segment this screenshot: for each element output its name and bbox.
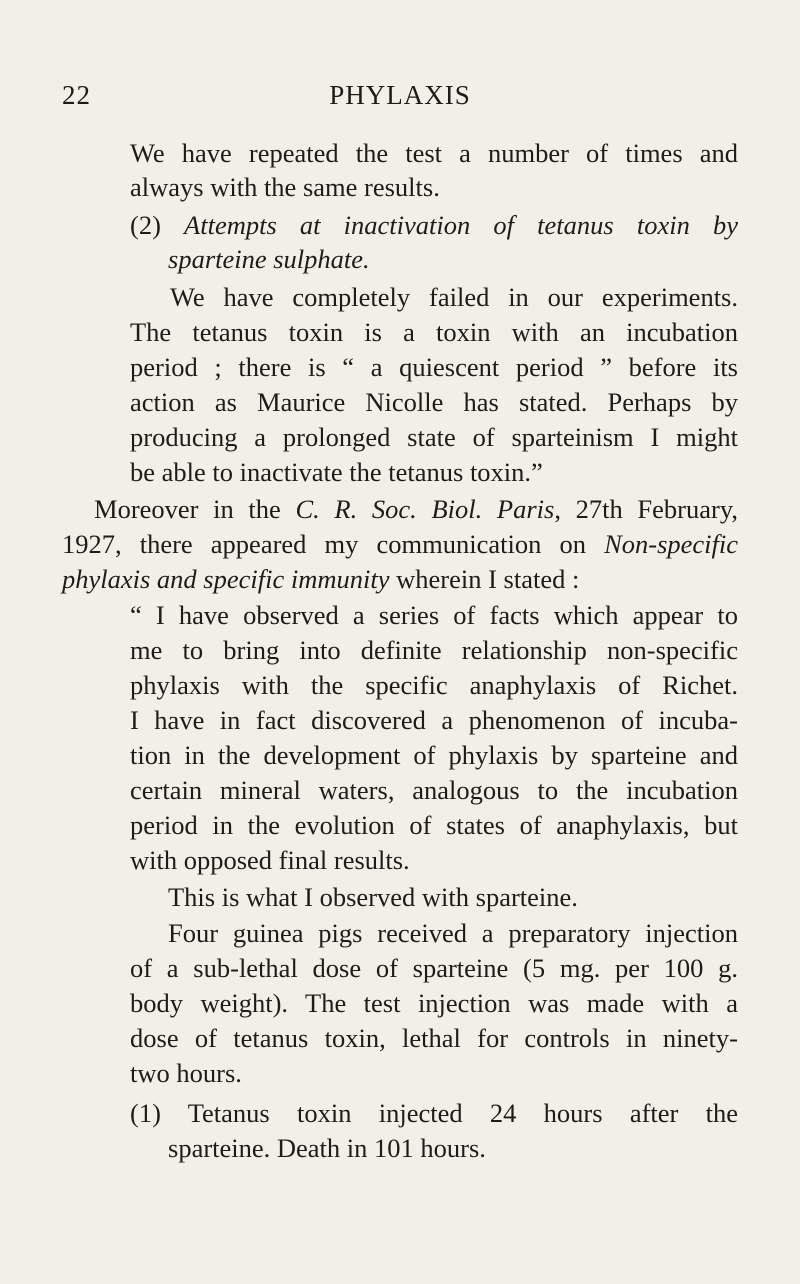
- section-heading: (2) Attempts at inactivation of tetanus toxin by: [130, 210, 738, 240]
- quote-line: I have in fact discovered a phenomenon of incuba-: [130, 705, 738, 735]
- page-number: 22: [62, 80, 91, 110]
- quote-line: body weight). The test injection was made with a: [130, 988, 738, 1018]
- text-line: We have repeated the test a number of times and: [130, 138, 738, 168]
- page-header: [0, 80, 800, 120]
- quote-line: “ I have observed a series of facts which appear to: [130, 600, 738, 630]
- text-line: The tetanus toxin is a toxin with an incubation: [130, 317, 738, 347]
- quote-line: dose of tetanus toxin, lethal for controls in ninety-: [130, 1023, 738, 1053]
- quote-line: phylaxis with the specific anaphylaxis of Richet.: [130, 670, 738, 700]
- text-line: producing a prolonged state of sparteinism I might: [130, 422, 738, 452]
- quote-line: of a sub-lethal dose of sparteine (5 mg. per 100 g.: [130, 953, 738, 983]
- quote-line: certain mineral waters, analogous to the incubation: [130, 775, 738, 805]
- running-title: PHYLAXIS: [329, 80, 471, 110]
- section-heading-cont: sparteine sulphate.: [168, 244, 370, 274]
- quote-line: tion in the development of phylaxis by sparteine and: [130, 740, 738, 770]
- quote-line: me to bring into definite relationship non-specific: [130, 635, 738, 665]
- quote-line: This is what I observed with sparteine.: [168, 882, 578, 912]
- text-line: action as Maurice Nicolle has stated. Perhaps by: [130, 387, 738, 417]
- quote-line: sparteine. Death in 101 hours.: [168, 1133, 486, 1163]
- text-line: period ; there is “ a quiescent period ” before its: [130, 352, 738, 382]
- quote-line: (1) Tetanus toxin injected 24 hours after the: [130, 1098, 738, 1128]
- text-line: always with the same results.: [130, 172, 440, 202]
- text-line: phylaxis and specific immunity wherein I stated :: [62, 564, 580, 594]
- text-line: 1927, there appeared my communication on Non-specific: [62, 529, 738, 559]
- text-line: We have completely failed in our experiments.: [170, 282, 738, 312]
- quote-line: period in the evolution of states of anaphylaxis, but: [130, 810, 738, 840]
- quote-line: with opposed final results.: [130, 845, 410, 875]
- quote-line: Four guinea pigs received a preparatory injection: [168, 918, 738, 948]
- text-line: be able to inactivate the tetanus toxin.”: [130, 457, 543, 487]
- quote-line: two hours.: [130, 1058, 242, 1088]
- text-line: Moreover in the C. R. Soc. Biol. Paris, 27th February,: [94, 494, 738, 524]
